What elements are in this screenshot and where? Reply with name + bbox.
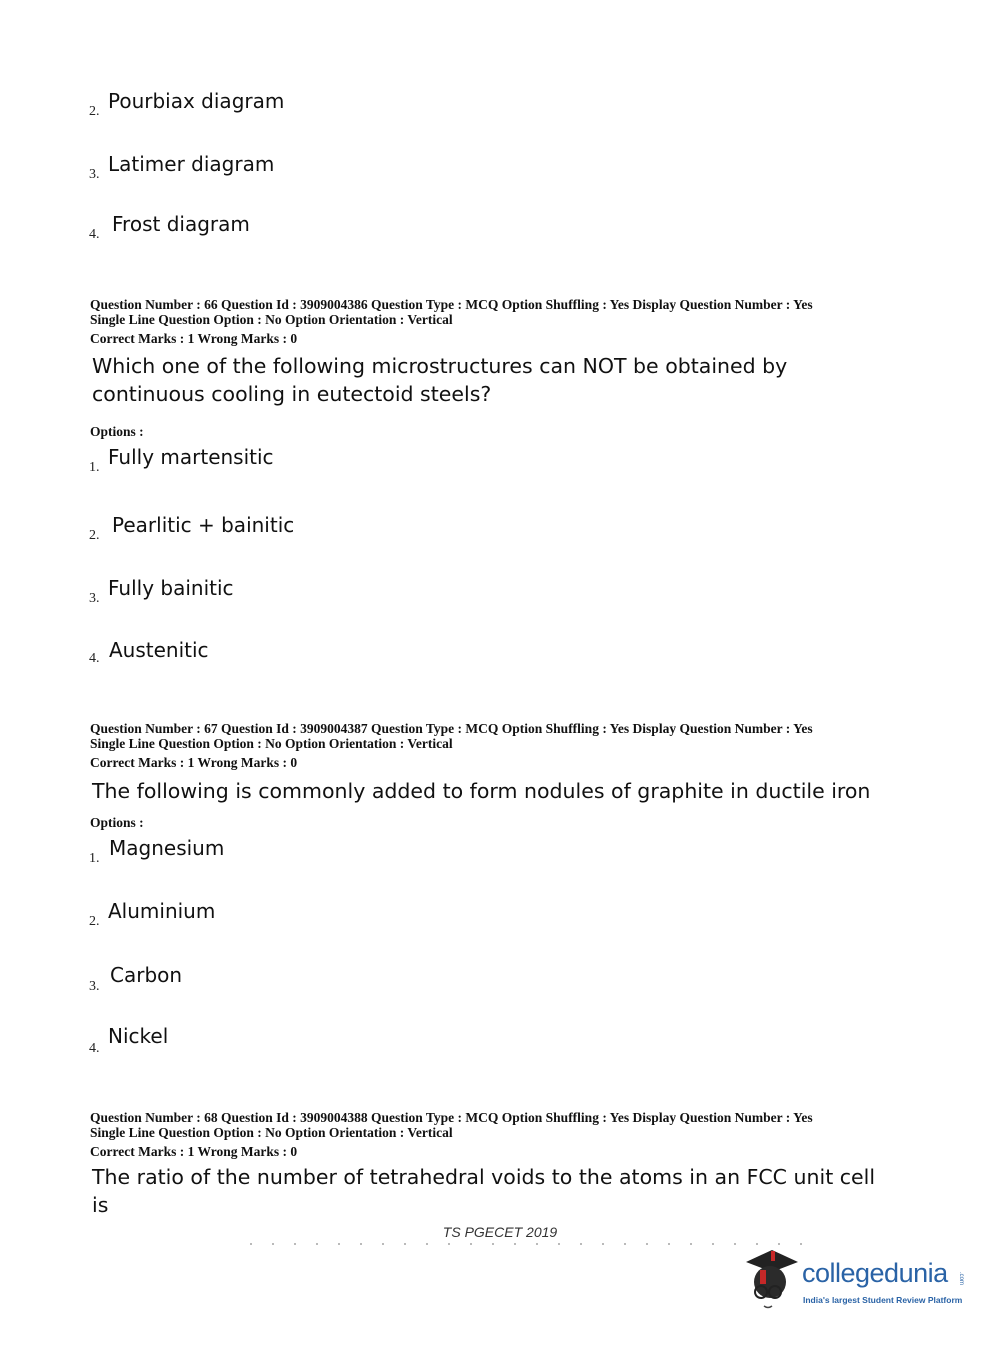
option-text: Frost diagram: [112, 212, 250, 236]
option-text: Fully bainitic: [108, 576, 234, 600]
meta-line: Question Number : 66 Question Id : 3909004386 Question Type : MCQ Option Shuffling : Yes Display Question Number : Yes: [90, 297, 813, 312]
page-footer: TS PGECET 2019: [442, 1224, 558, 1240]
question-text: [92, 352, 882, 408]
marks-line: Correct Marks : 1 Wrong Marks : 0: [90, 331, 298, 346]
question-meta: [90, 297, 813, 327]
option-text: Pourbiax diagram: [108, 89, 285, 113]
brand-name: collegedunia: [802, 1258, 948, 1288]
meta-line: Single Line Question Option : No Option Orientation : Vertical: [90, 312, 453, 327]
option-number: 2.: [89, 104, 100, 119]
options-label: Options :: [90, 815, 144, 830]
question-text-line: is: [92, 1193, 109, 1217]
brand-tagline: India's largest Student Review Platform: [803, 1295, 963, 1305]
graduate-mascot-icon: [740, 1248, 802, 1314]
meta-line: Question Number : 68 Question Id : 3909004388 Question Type : MCQ Option Shuffling : Yes Display Question Number : Yes: [90, 1110, 813, 1125]
meta-line: Single Line Question Option : No Option Orientation : Vertical: [90, 1125, 453, 1140]
marks-line: Correct Marks : 1 Wrong Marks : 0: [90, 1144, 298, 1159]
option-text: Nickel: [108, 1024, 169, 1048]
option-number: 4.: [89, 227, 100, 242]
question-meta: [90, 721, 813, 751]
options-label: Options :: [90, 424, 144, 439]
marks-line: Correct Marks : 1 Wrong Marks : 0: [90, 755, 298, 770]
collegedunia-logo: [740, 1248, 970, 1318]
question-text-line: The ratio of the number of tetrahedral voids to the atoms in an FCC unit cell: [92, 1165, 876, 1189]
option-number: 4.: [89, 1041, 100, 1056]
option-text: Magnesium: [109, 836, 225, 860]
question-text-line: Which one of the following microstructures can NOT be obtained by: [92, 354, 788, 378]
question-text: [92, 1163, 882, 1219]
meta-line: Single Line Question Option : No Option Orientation : Vertical: [90, 736, 453, 751]
option-number: 3.: [89, 591, 100, 606]
option-number: 1.: [89, 460, 100, 475]
option-number: 3.: [89, 167, 100, 182]
brand-domain: .com: [958, 1272, 964, 1286]
option-number: 2.: [89, 914, 100, 929]
option-number: 4.: [89, 651, 100, 666]
question-text-line: The following is commonly added to form nodules of graphite in ductile iron: [92, 779, 871, 803]
meta-line: Question Number : 67 Question Id : 3909004387 Question Type : MCQ Option Shuffling : Yes Display Question Number : Yes: [90, 721, 813, 736]
option-text: Fully martensitic: [108, 445, 274, 469]
option-text: Latimer diagram: [108, 152, 275, 176]
question-text-line: continuous cooling in eutectoid steels?: [92, 382, 492, 406]
option-text: Aluminium: [108, 899, 216, 923]
question-text: [92, 777, 882, 805]
question-meta: [90, 1110, 813, 1140]
dotted-divider: [240, 1243, 820, 1245]
option-number: 2.: [89, 528, 100, 543]
option-number: 1.: [89, 851, 100, 866]
option-text: Austenitic: [109, 638, 209, 662]
option-text: Carbon: [110, 963, 183, 987]
option-number: 3.: [89, 979, 100, 994]
option-text: Pearlitic + bainitic: [112, 513, 295, 537]
